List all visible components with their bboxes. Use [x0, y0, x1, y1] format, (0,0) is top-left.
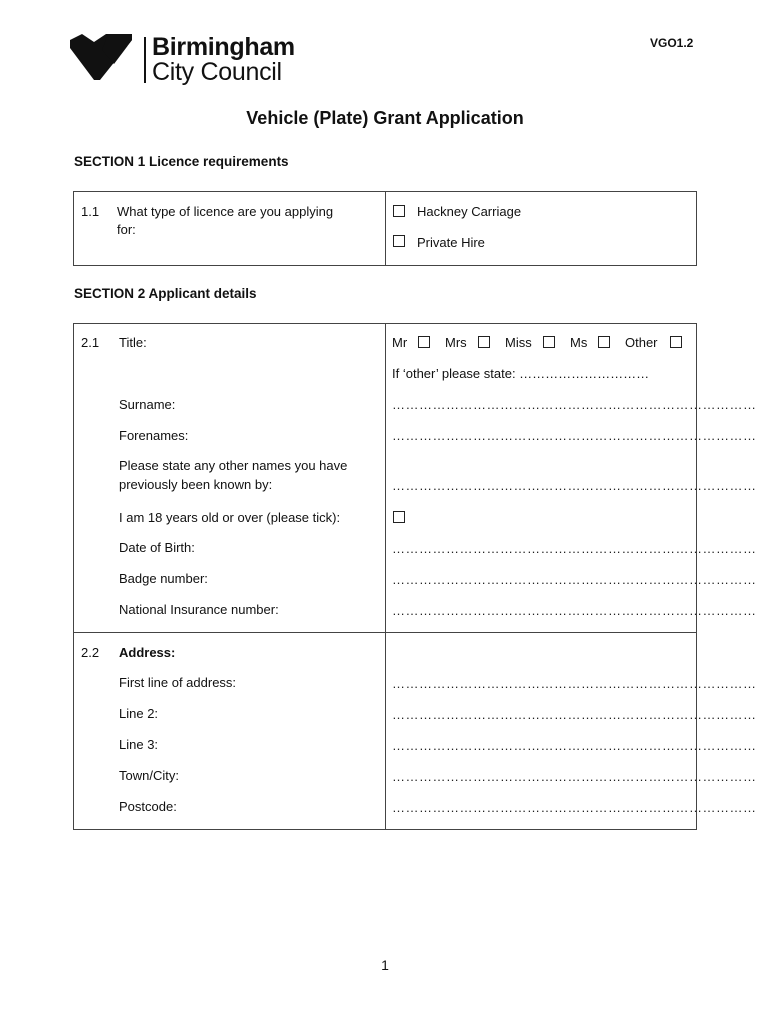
- q1-1-number: 1.1: [81, 204, 100, 219]
- title-ms-checkbox[interactable]: [598, 336, 610, 348]
- address-line2-field[interactable]: ………………………………………………………………………: [392, 707, 757, 722]
- form-reference: VGO1.2: [650, 36, 694, 50]
- dob-label: Date of Birth:: [119, 540, 195, 555]
- hackney-carriage-label: Hackney Carriage: [417, 204, 522, 219]
- age-label: I am 18 years old or over (please tick):: [119, 510, 341, 525]
- title-ms-label: Ms: [570, 335, 588, 350]
- badge-label: Badge number:: [119, 571, 208, 586]
- ni-label: National Insurance number:: [119, 602, 279, 617]
- forenames-label: Forenames:: [119, 428, 189, 443]
- title-label: Title:: [119, 335, 147, 350]
- badge-field[interactable]: ………………………………………………………………………: [392, 572, 757, 587]
- address-label: Address:: [119, 645, 176, 660]
- logo-text-birmingham: Birmingham: [152, 33, 295, 61]
- q2-1-number: 2.1: [81, 335, 100, 350]
- logo-divider: [144, 37, 146, 83]
- forenames-field[interactable]: ………………………………………………………………………: [392, 428, 757, 443]
- private-hire-label: Private Hire: [417, 235, 485, 250]
- surname-label: Surname:: [119, 397, 176, 412]
- other-names-field[interactable]: ………………………………………………………………………: [392, 478, 757, 493]
- q1-1-label-line1: What type of licence are you applying: [117, 204, 334, 219]
- postcode-field[interactable]: ………………………………………………………………………: [392, 800, 757, 815]
- q2-2-number: 2.2: [81, 645, 100, 660]
- title-mrs-checkbox[interactable]: [478, 336, 490, 348]
- ni-field[interactable]: ………………………………………………………………………: [392, 603, 757, 618]
- dob-field[interactable]: ………………………………………………………………………: [392, 541, 757, 556]
- q1-1-label-line2: for:: [117, 222, 136, 237]
- address-line3-field[interactable]: ………………………………………………………………………: [392, 738, 757, 753]
- address-line1-field[interactable]: ………………………………………………………………………: [392, 676, 757, 691]
- town-city-label: Town/City:: [119, 768, 179, 783]
- address-line3-label: Line 3:: [119, 737, 159, 752]
- other-title-field[interactable]: If ‘other’ please state: …………………………: [392, 366, 650, 381]
- title-other-label: Other: [625, 335, 658, 350]
- hackney-carriage-checkbox[interactable]: [393, 205, 405, 217]
- birmingham-logo-mark-icon: [70, 34, 134, 82]
- title-miss-label: Miss: [505, 335, 532, 350]
- logo-text-city-council: City Council: [152, 58, 282, 86]
- title-mr-label: Mr: [392, 335, 408, 350]
- surname-field[interactable]: ………………………………………………………………………: [392, 397, 757, 412]
- town-city-field[interactable]: ………………………………………………………………………: [392, 769, 757, 784]
- address-line2-label: Line 2:: [119, 706, 159, 721]
- other-names-label-line1: Please state any other names you have: [119, 458, 348, 473]
- page-title: Vehicle (Plate) Grant Application: [246, 108, 524, 128]
- other-names-label-line2: previously been known by:: [119, 477, 273, 492]
- age-checkbox[interactable]: [393, 511, 405, 523]
- title-mr-checkbox[interactable]: [418, 336, 430, 348]
- section1-heading: SECTION 1 Licence requirements: [74, 154, 289, 169]
- address-line1-label: First line of address:: [119, 675, 237, 690]
- title-miss-checkbox[interactable]: [543, 336, 555, 348]
- postcode-label: Postcode:: [119, 799, 177, 814]
- section2-heading: SECTION 2 Applicant details: [74, 286, 257, 301]
- title-mrs-label: Mrs: [445, 335, 467, 350]
- page-number: 1: [381, 957, 389, 973]
- title-other-checkbox[interactable]: [670, 336, 682, 348]
- private-hire-checkbox[interactable]: [393, 235, 405, 247]
